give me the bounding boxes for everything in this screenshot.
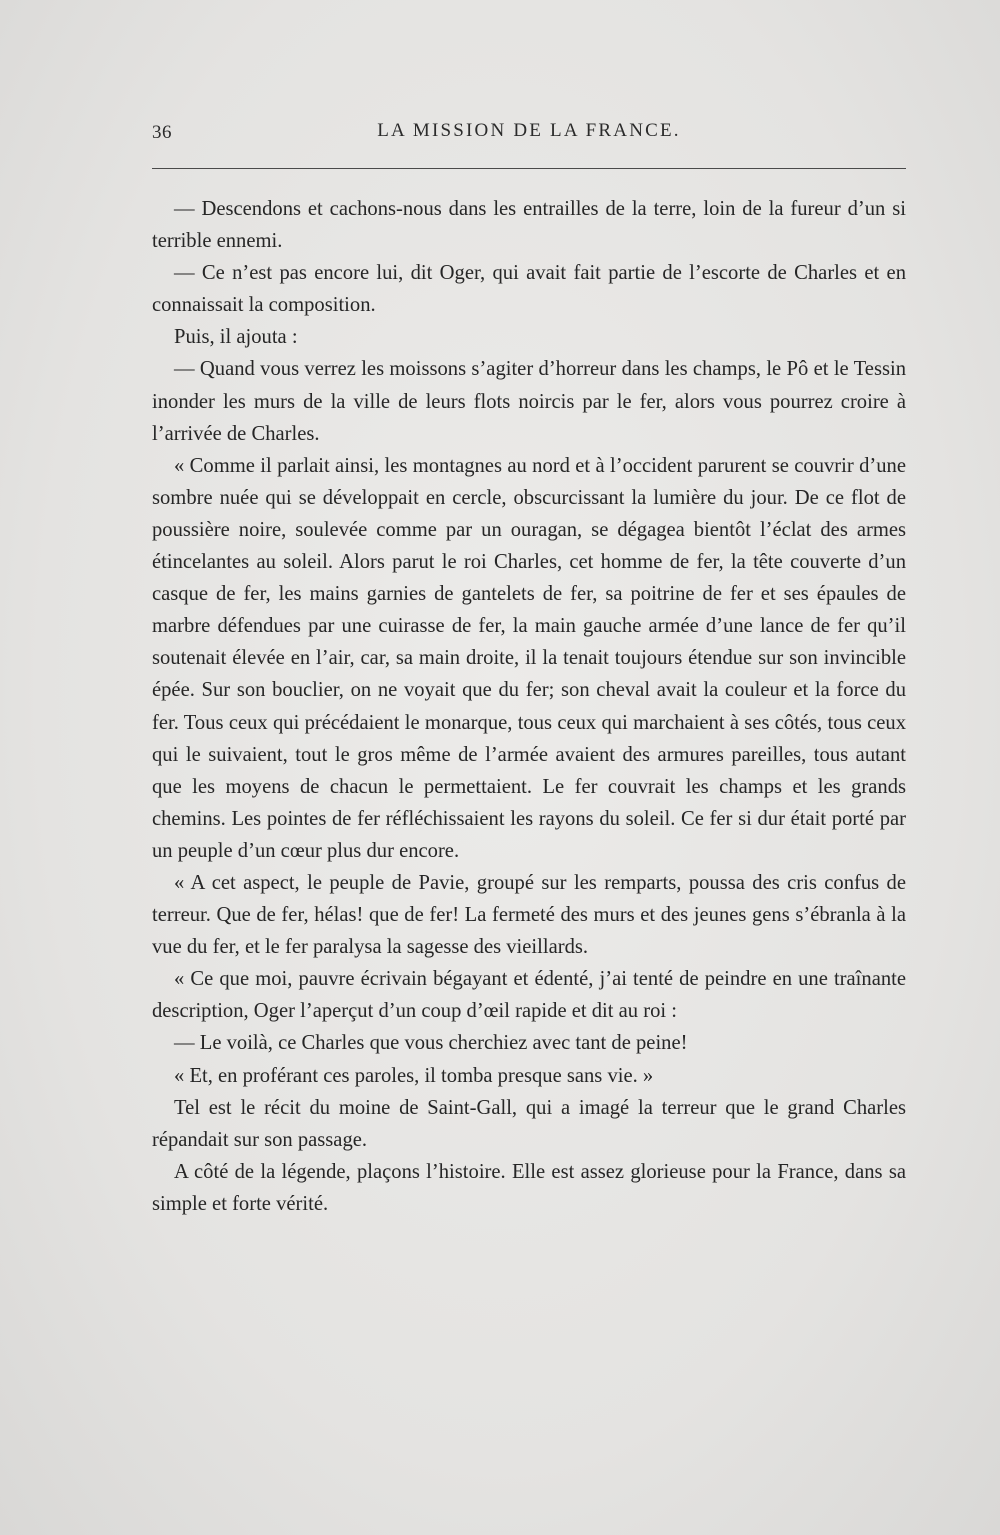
page-header (152, 118, 906, 150)
body-text (152, 193, 906, 1220)
paragraph: A côté de la légende, plaçons l’histoire. Elle est assez glorieuse pour la France, dans sa simple et forte vérité. (152, 1160, 906, 1215)
page-number: 36 (152, 122, 172, 143)
header-rule (152, 168, 906, 169)
paragraph: « Ce que moi, pauvre écrivain bégayant et édenté, j’ai tenté de peindre en une traînante description, Oger l’aperçut d’un coup d’œil rapide et dit au roi : (152, 968, 906, 1023)
paragraph: « A cet aspect, le peuple de Pavie, groupé sur les remparts, poussa des cris confus de terreur. Que de fer, hélas! que de fer! La fermeté des murs et des jeunes gens s’ébranla à la vue du fer, et le fer paralysa la sagesse des vieillards. (152, 871, 906, 959)
paragraph: — Ce n’est pas encore lui, dit Oger, qui avait fait partie de l’escorte de Charles et en connaissait la composition. (152, 262, 906, 317)
paragraph: Tel est le récit du moine de Saint-Gall, qui a imagé la terreur que le grand Charles répandait sur son passage. (152, 1096, 906, 1151)
paragraph: — Le voilà, ce Charles que vous cherchiez avec tant de peine! (174, 1032, 688, 1055)
running-title: LA MISSION DE LA FRANCE. (377, 120, 681, 141)
paragraph: — Descendons et cachons-nous dans les entrailles de la terre, loin de la fureur d’un si terrible ennemi. (152, 198, 906, 253)
paragraph: Puis, il ajouta : (174, 326, 298, 349)
paragraph: « Et, en proférant ces paroles, il tomba presque sans vie. » (174, 1064, 654, 1087)
paragraph: — Quand vous verrez les moissons s’agiter d’horreur dans les champs, le Pô et le Tessin inonder les murs de la ville de leurs flots noircis par le fer, alors vous pourrez croire à l’arrivée de Charles. (152, 358, 906, 445)
paragraph: « Comme il parlait ainsi, les montagnes au nord et à l’occident parurent se couvrir d’une sombre nuée qui se développait en cercle, obscurcissant la lumière du jour. De ce flot de poussière noire, soulevée comme par un ouragan, se dégagea bientôt l’éclat des armes étincelantes au soleil. Alors parut le roi Charles, cet homme de fer, la tête couverte d’un casque de fer, les mains garnies de gantelets de fer, sa poitrine de fer et ses épaules de marbre défendues par une cuirasse de fer, la main gauche armée d’une lance de fer qu’il soutenait élevée en l’air, car, sa main droite, il la tenait toujours étendue sur son invincible épée. Sur son bouclier, on ne voyait que du fer; son cheval avait la couleur et la force du fer. Tous ceux qui précédaient le monarque, tous ceux qui marchaient à ses côtés, tous ceux qui le suivaient, tout le gros même de l’armée avaient des armures pareilles, tous autant que les moyens de chacun le permettaient. Le fer couvrait les champs et les grands chemins. Les pointes de fer réfléchissaient les rayons du soleil. Ce fer si dur était porté par un peuple d’un cœur plus dur encore. (152, 454, 906, 862)
